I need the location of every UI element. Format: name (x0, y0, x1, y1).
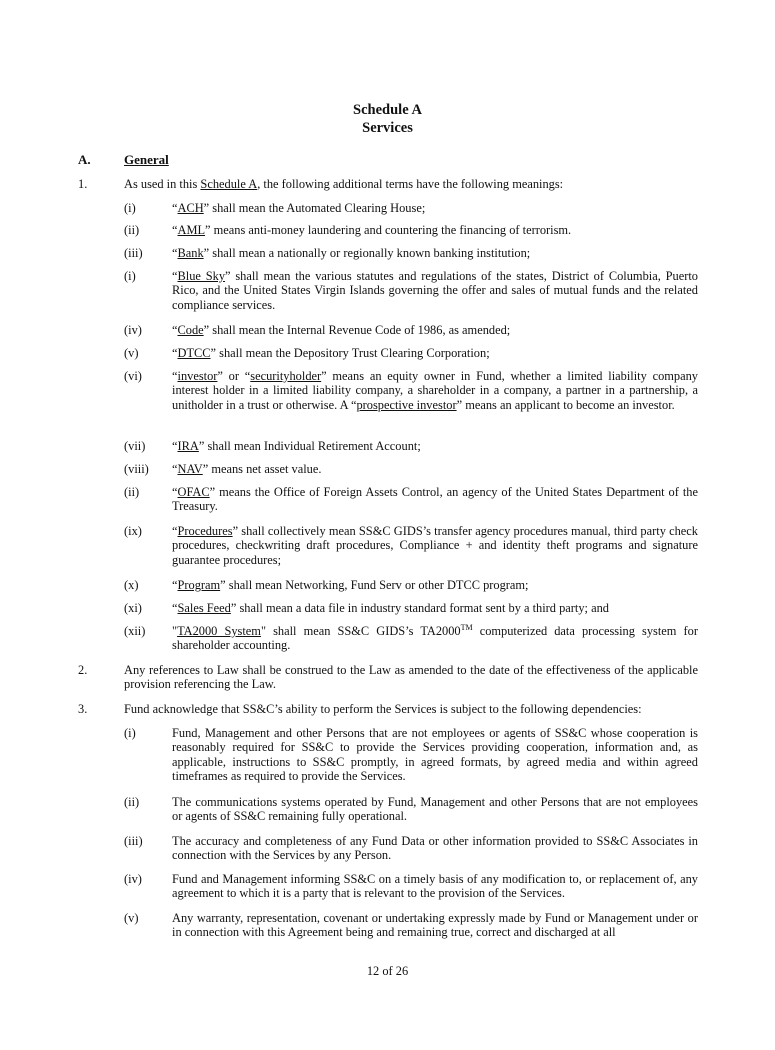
paragraph-text: Any references to Law shall be construed to the Law as amended to the date of the effectiveness of the applicable provision referencing the Law. (124, 663, 698, 692)
item-text: “ACH” shall mean the Automated Clearing House; (172, 201, 426, 215)
defined-term: IRA (177, 439, 199, 453)
paragraph-text: Fund acknowledge that SS&C’s ability to perform the Services is subject to the following dependencies: (124, 702, 642, 716)
item-number: (ii) (124, 485, 140, 499)
item-text: “Blue Sky” shall mean the various statutes and regulations of the states, District of Columbia, Puerto Rico, and the United States Virgin Islands governing the offer and sales of mutual funds and the related compliance services. (172, 269, 698, 312)
section-letter: A. (78, 152, 91, 167)
item-text: Fund, Management and other Persons that are not employees or agents of SS&C whose cooperation is reasonably required for SS&C to provide the Services providing cooperation, information and, as applicable, instructions to SS&C promptly, in agreed formats, by agreed media and within agreed timeframes as required to provide the Services. (172, 726, 698, 784)
schedule-title: Schedule A (353, 102, 422, 118)
trademark-mark: TM (460, 622, 473, 632)
item-text: The accuracy and completeness of any Fund Data or other information provided to SS&C Associates in connection with the Services by any Person. (172, 834, 698, 863)
item-text: “DTCC” shall mean the Depository Trust Clearing Corporation; (172, 346, 490, 360)
item-number: (xi) (124, 601, 142, 615)
defined-term: OFAC (177, 485, 210, 499)
item-number: (ix) (124, 524, 142, 538)
page-number: 12 of 26 (366, 964, 409, 978)
item-number: (v) (124, 346, 139, 360)
item-number: (x) (124, 578, 139, 592)
section-heading: General (124, 152, 169, 167)
item-text: “AML” means anti-money laundering and countering the financing of terrorism. (172, 223, 572, 237)
item-text: “Procedures” shall collectively mean SS&C GIDS’s transfer agency procedures manual, third party check procedures, checkwriting draft procedures, Compliance + and identity theft programs and signature guarantee procedures; (172, 524, 698, 567)
item-number: (iii) (124, 834, 143, 848)
paragraph-text: As used in this Schedule A, the following additional terms have the following meanings: (124, 177, 564, 191)
item-text: “Code” shall mean the Internal Revenue Code of 1986, as amended; (172, 323, 511, 337)
item-number: (iv) (124, 323, 142, 337)
defined-term: ACH (177, 201, 204, 215)
defined-term: prospective investor (356, 397, 457, 412)
defined-term: Procedures (177, 524, 233, 538)
defined-term: TA2000 System (177, 624, 261, 638)
item-number: (ii) (124, 795, 140, 809)
item-number: (i) (124, 201, 136, 215)
item-text: "TA2000 System" shall mean SS&C GIDS’s TA2000™ computerized data processing system for shareholder accounting. (172, 622, 698, 653)
item-text: Any warranty, representation, covenant or undertaking expressly made by Fund or Management under or in connection with this Agreement being and remaining true, correct and discharged at all (172, 911, 698, 940)
item-number: (i) (124, 269, 136, 283)
item-number: (i) (124, 726, 136, 740)
item-number: (iii) (124, 246, 143, 260)
item-text: “Bank” shall mean a nationally or regionally known banking institution; (172, 246, 531, 260)
item-text: “IRA” shall mean Individual Retirement Account; (172, 439, 421, 453)
defined-term: Program (177, 578, 221, 592)
item-text: Fund and Management informing SS&C on a timely basis of any modification to, or replacement of, any agreement to which it is a party that is relevant to the provision of the Services. (172, 872, 698, 901)
item-text: “OFAC” means the Office of Foreign Assets Control, an agency of the United States Department of the Treasury. (172, 485, 698, 514)
defined-term: Blue Sky (177, 269, 226, 283)
defined-term: Sales Feed (177, 601, 231, 615)
schedule-a-reference: Schedule A (200, 177, 258, 191)
item-text: “Program” shall mean Networking, Fund Serv or other DTCC program; (172, 578, 529, 592)
paragraph-number: 3. (78, 702, 88, 716)
defined-term: NAV (177, 462, 203, 476)
item-number: (vi) (124, 369, 142, 383)
item-text: The communications systems operated by Fund, Management and other Persons that are not employees or agents of SS&C remaining fully operational. (172, 795, 698, 824)
item-number: (vii) (124, 439, 146, 453)
item-number: (ii) (124, 223, 140, 237)
item-number: (v) (124, 911, 139, 925)
defined-term: DTCC (177, 346, 211, 360)
defined-term: investor (177, 369, 218, 383)
defined-term: AML (177, 223, 206, 237)
item-text: “NAV” means net asset value. (172, 462, 322, 476)
defined-term: Code (177, 323, 204, 337)
item-text: “investor” or “securityholder” means an equity owner in Fund, whether a limited liability company interest holder in a limited liability company, a shareholder in a company, a partner in a partnership, a unitholder in a trust or otherwise. A “prospective investor” means an applicant to become an investor. (172, 369, 698, 412)
defined-term: Bank (177, 246, 204, 260)
item-number: (viii) (124, 462, 149, 476)
item-number: (iv) (124, 872, 142, 886)
item-text: “Sales Feed” shall mean a data file in industry standard format sent by a third party; and (172, 601, 609, 615)
defined-term: securityholder (250, 369, 322, 383)
item-number: (xii) (124, 624, 146, 638)
paragraph-number: 1. (78, 177, 88, 191)
paragraph-number: 2. (78, 663, 88, 677)
schedule-subtitle: Services (362, 120, 413, 136)
